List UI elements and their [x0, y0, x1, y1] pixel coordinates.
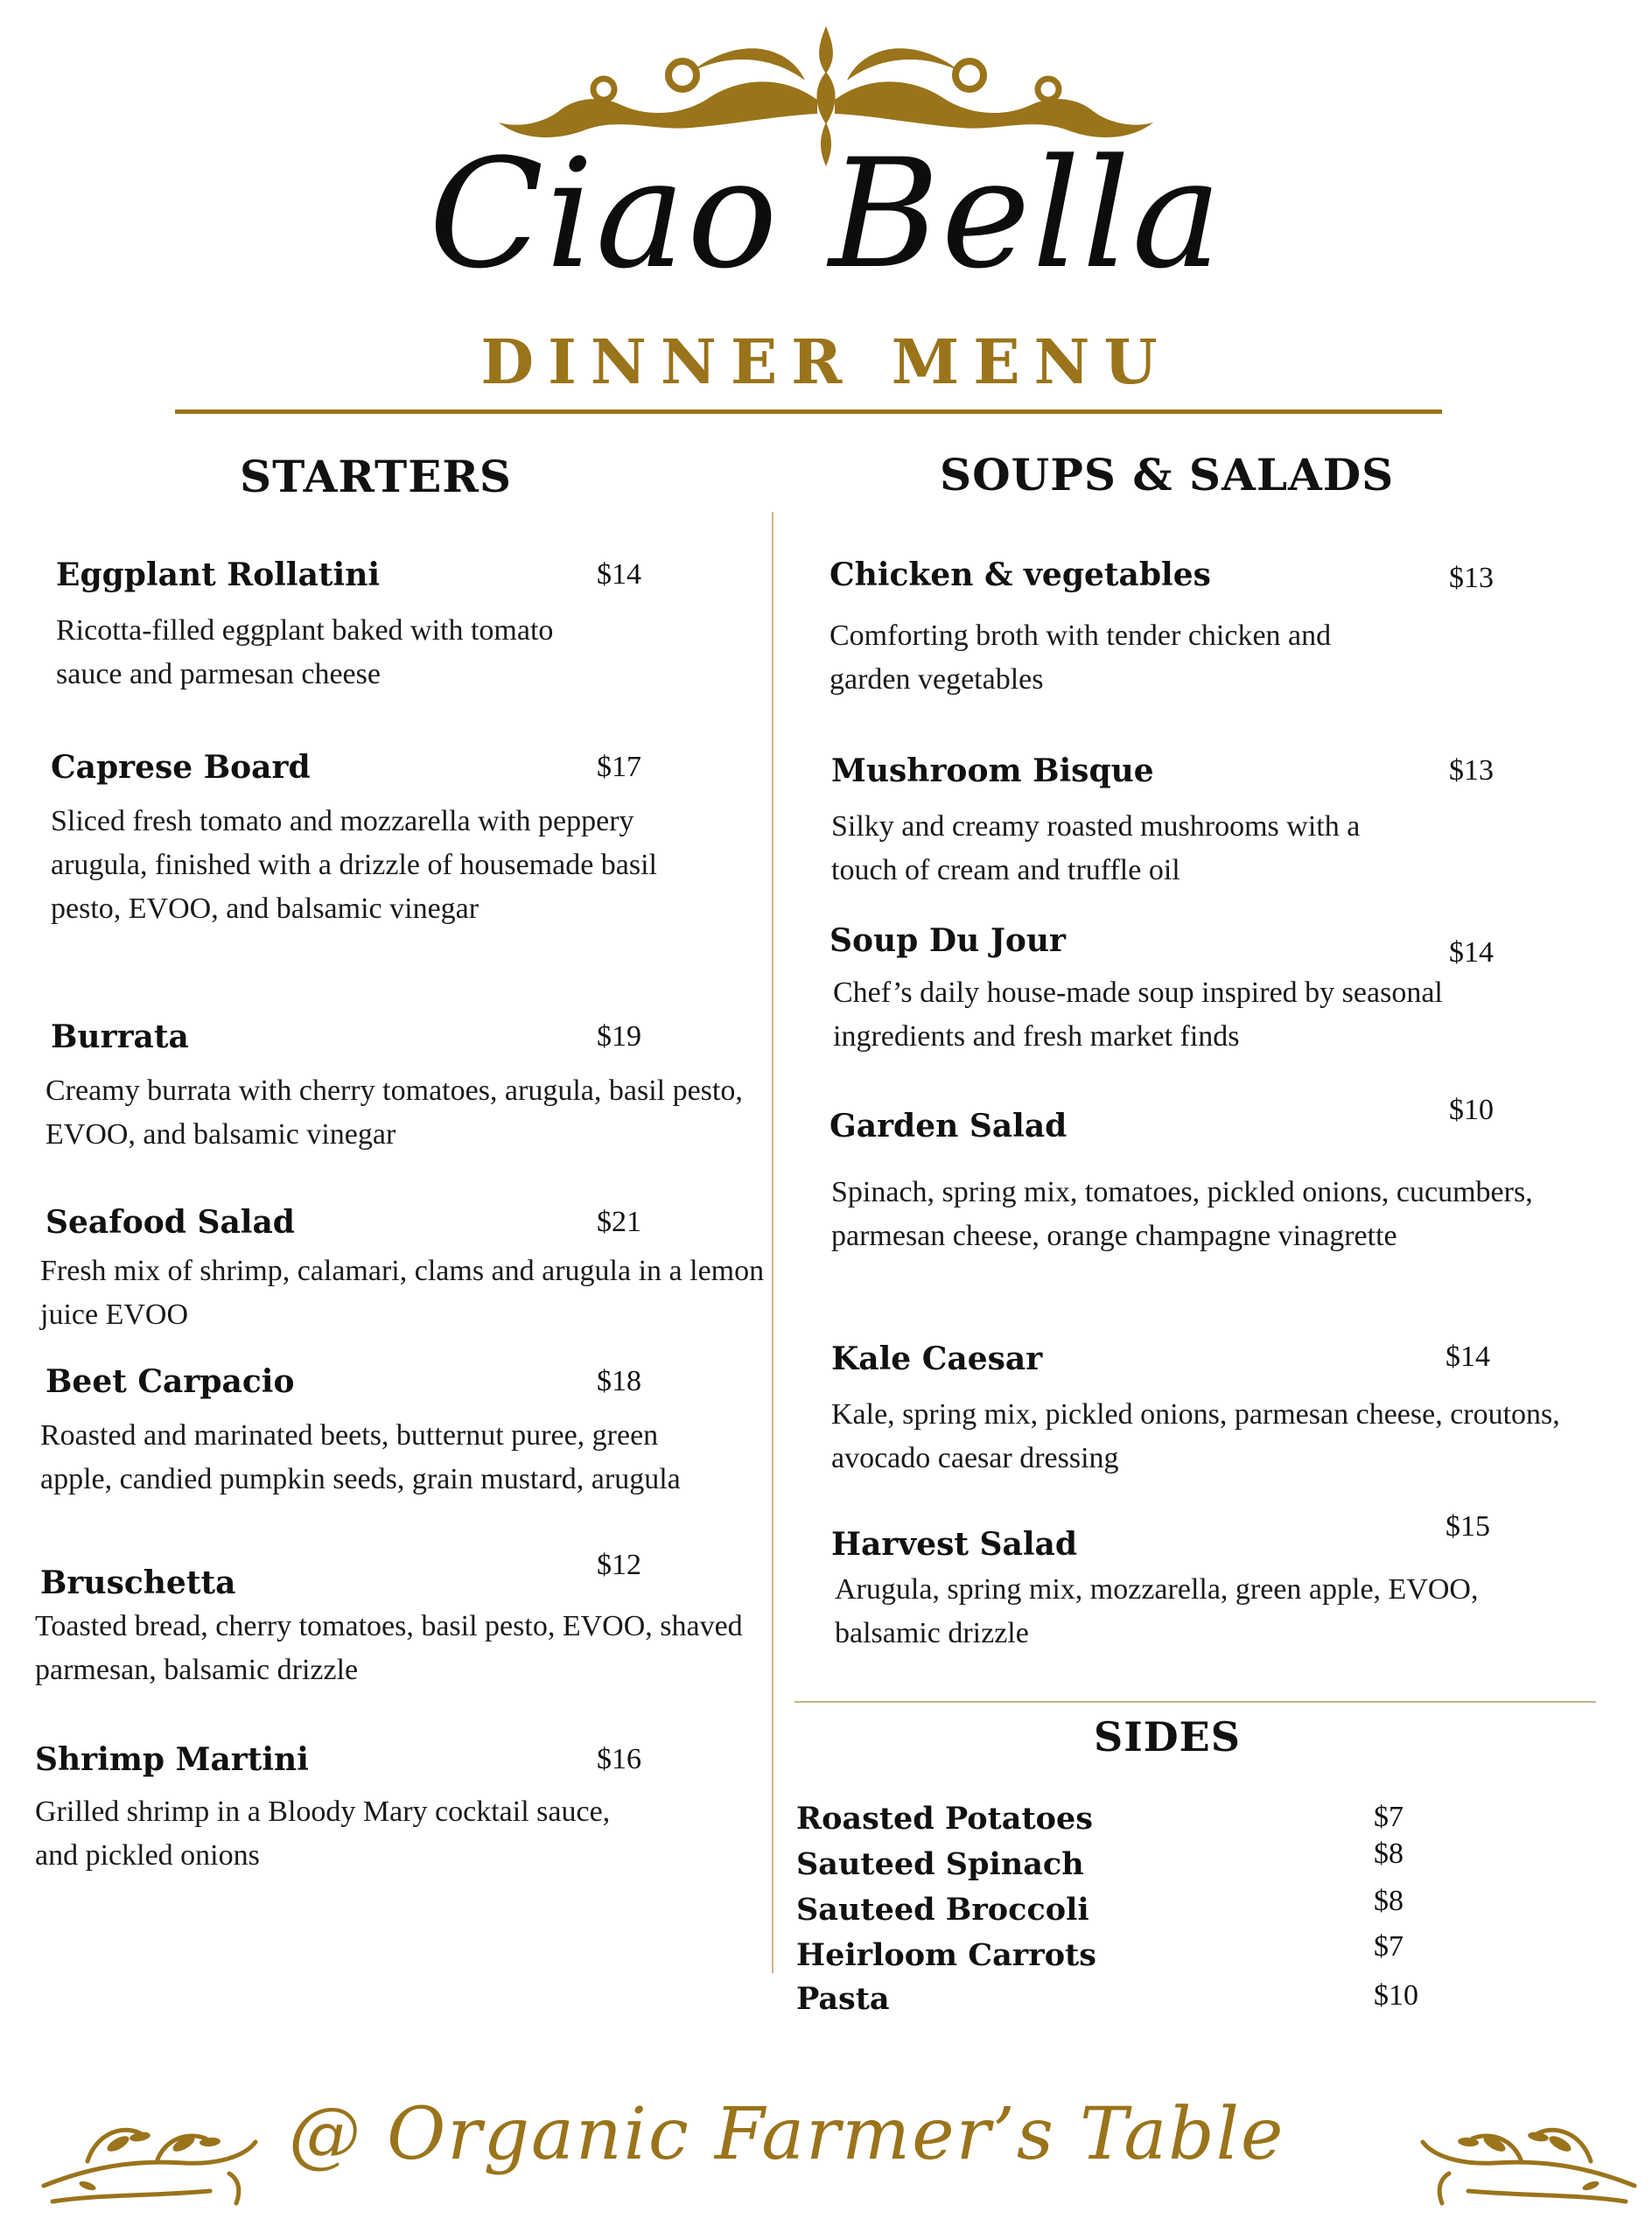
item-description: Chef’s daily house-made soup inspired by seasonal ingredients and fresh market finds — [833, 976, 1443, 1053]
item-name: Eggplant Rollatini — [56, 556, 381, 593]
item-price: $13 — [1449, 562, 1494, 594]
item-name: Kale Caesar — [831, 1340, 1043, 1377]
item-description: Creamy burrata with cherry tomatoes, arugula, basil pesto, EVOO, and balsamic vinegar — [46, 1074, 743, 1151]
item-price: $18 — [597, 1365, 641, 1397]
side-price: $7 — [1374, 1930, 1404, 1963]
item-name: Harvest Salad — [831, 1526, 1078, 1563]
item-name: Bruschetta — [40, 1564, 236, 1601]
column-divider — [772, 512, 774, 1973]
item-name: Shrimp Martini — [35, 1741, 309, 1778]
leaf-flourish-icon — [1416, 2098, 1643, 2221]
item-price: $17 — [597, 751, 641, 783]
item-description: Comforting broth with tender chicken and garden vegetables — [830, 620, 1332, 696]
item-description: Ricotta-filled eggplant baked with tomato sauce and parmesan cheese — [56, 614, 554, 690]
item-name: Mushroom Bisque — [831, 752, 1154, 789]
item-price: $19 — [597, 1020, 641, 1053]
item-description: Arugula, spring mix, mozzarella, green apple, EVOO, balsamic drizzle — [835, 1573, 1479, 1649]
side-price: $8 — [1374, 1885, 1404, 1917]
item-description: Silky and creamy roasted mushrooms with a touch of cream and truffle oil — [831, 810, 1361, 886]
item-description: Sliced fresh tomato and mozzarella with peppery arugula, finished with a drizzle of housemade basil pesto, EVOO, and balsamic vinegar — [51, 805, 657, 925]
item-price: $10 — [1449, 1094, 1494, 1126]
item-price: $13 — [1449, 754, 1494, 787]
side-name: Sauteed Spinach — [796, 1846, 1084, 1882]
item-price: $14 — [1449, 936, 1494, 969]
side-name: Heirloom Carrots — [796, 1937, 1096, 1973]
item-name: Garden Salad — [830, 1108, 1068, 1144]
soups-salads-heading: SOUPS & SALADS — [940, 449, 1395, 500]
item-name: Soup Du Jour — [830, 922, 1066, 959]
sides-divider — [794, 1701, 1596, 1703]
side-price: $7 — [1374, 1801, 1404, 1833]
item-price: $16 — [597, 1743, 641, 1775]
side-price: $8 — [1374, 1838, 1404, 1870]
item-name: Chicken & vegetables — [830, 556, 1211, 593]
sides-heading: SIDES — [1094, 1713, 1241, 1760]
page-title: Ciao Bella — [428, 126, 1224, 302]
item-price: $14 — [1446, 1340, 1490, 1373]
leaf-flourish-icon — [35, 2098, 262, 2221]
item-name: Caprese Board — [51, 749, 311, 786]
header-divider — [175, 410, 1442, 414]
item-description: Toasted bread, cherry tomatoes, basil pesto, EVOO, shaved parmesan, balsamic drizzle — [35, 1610, 743, 1686]
item-price: $21 — [597, 1206, 641, 1238]
item-price: $15 — [1446, 1510, 1490, 1543]
item-description: Kale, spring mix, pickled onions, parmesan cheese, croutons, avocado caesar dressing — [831, 1398, 1560, 1474]
item-description: Roasted and marinated beets, butternut puree, green apple, candied pumpkin seeds, grain mustard, arugula — [40, 1419, 681, 1495]
menu-subtitle: DINNER MENU — [480, 326, 1172, 398]
item-description: Fresh mix of shrimp, calamari, clams and arugula in a lemon juice EVOO — [40, 1255, 765, 1331]
footer-tagline: @ Organic Farmer’s Table — [289, 2093, 1285, 2176]
side-name: Pasta — [796, 1981, 890, 2017]
item-description: Grilled shrimp in a Bloody Mary cocktail sauce, and pickled onions — [35, 1796, 611, 1872]
side-price: $10 — [1374, 1979, 1418, 2012]
item-price: $12 — [597, 1549, 641, 1581]
item-description: Spinach, spring mix, tomatoes, pickled onions, cucumbers, parmesan cheese, orange champagne vinagrette — [831, 1176, 1533, 1252]
side-name: Sauteed Broccoli — [796, 1892, 1089, 1928]
item-price: $14 — [597, 558, 641, 591]
item-name: Beet Carpacio — [46, 1363, 295, 1400]
side-name: Roasted Potatoes — [796, 1801, 1093, 1837]
starters-heading: STARTERS — [240, 451, 513, 502]
item-name: Burrata — [51, 1018, 189, 1055]
item-name: Seafood Salad — [46, 1204, 295, 1241]
